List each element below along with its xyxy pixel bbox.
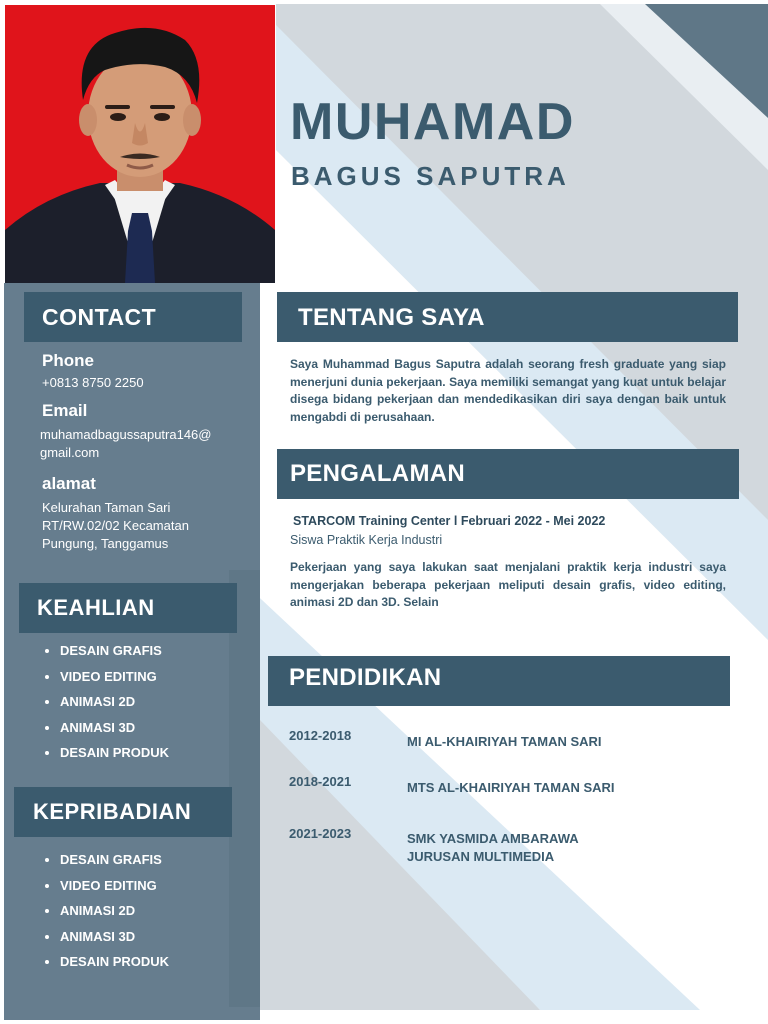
tentang-heading: TENTANG SAYA: [277, 292, 738, 342]
education-years: 2021-2023: [289, 826, 352, 841]
email-value-line1: muhamadbagussaputra146@: [40, 427, 212, 442]
list-item: VIDEO EDITING: [42, 664, 169, 690]
address-line3: Pungung, Tanggamus: [42, 536, 169, 551]
experience-description: Pekerjaan yang saya lakukan saat menjalani praktik kerja industri saya mengerjakan beberapa pekerjaan meliputi desain grafis, video editing, animasi 2D dan 3D. Selain: [290, 560, 726, 609]
email-label: Email: [42, 401, 88, 420]
list-item: DESAIN GRAFIS: [42, 638, 169, 664]
list-item: ANIMASI 2D: [42, 689, 169, 715]
kepribadian-list: [42, 847, 169, 975]
education-years: 2018-2021: [289, 774, 352, 789]
portrait-illustration: [5, 5, 275, 283]
address-line2: RT/RW.02/02 Kecamatan: [42, 518, 189, 533]
profile-photo: [5, 5, 275, 283]
pendidikan-heading: PENDIDIKAN: [268, 656, 730, 706]
list-item: DESAIN PRODUK: [42, 740, 169, 766]
education-school: MTS AL-KHAIRIYAH TAMAN SARI: [407, 780, 615, 795]
list-item: ANIMASI 2D: [42, 898, 169, 924]
phone-label: Phone: [42, 351, 94, 370]
pengalaman-heading: PENGALAMAN: [277, 449, 739, 499]
list-item: VIDEO EDITING: [42, 873, 169, 899]
phone-value: +0813 8750 2250: [42, 375, 144, 390]
kepribadian-heading: KEPRIBADIAN: [14, 787, 232, 837]
list-item: DESAIN GRAFIS: [42, 847, 169, 873]
education-school: MI AL-KHAIRIYAH TAMAN SARI: [407, 734, 602, 749]
experience-role: Siswa Praktik Kerja Industri: [290, 533, 443, 547]
email-value-line2: gmail.com: [40, 445, 100, 460]
experience-title: STARCOM Training Center l Februari 2022 - Mei 2022: [293, 514, 606, 528]
address-label: alamat: [42, 474, 96, 493]
list-item: DESAIN PRODUK: [42, 949, 169, 975]
keahlian-list: [42, 638, 169, 766]
education-school: SMK YASMIDA AMBARAWA: [407, 831, 579, 846]
keahlian-heading: KEAHLIAN: [19, 583, 237, 633]
contact-heading: CONTACT: [24, 292, 242, 342]
list-item: ANIMASI 3D: [42, 715, 169, 741]
last-name: BAGUS SAPUTRA: [291, 161, 570, 191]
list-item: ANIMASI 3D: [42, 924, 169, 950]
about-text: Saya Muhammad Bagus Saputra adalah seorang fresh graduate yang siap menerjuni dunia pekerjaan. Saya memiliki semangat yang kuat untuk belajar disega bidang pekerjaan dan mendedikasikan diri saya dengan baik untuk mengabdi di perusahaan.: [290, 357, 726, 424]
sidebar-shade: [229, 570, 260, 1007]
first-name: MUHAMAD: [290, 93, 575, 151]
education-years: 2012-2018: [289, 728, 352, 743]
education-school-detail: JURUSAN MULTIMEDIA: [407, 849, 555, 864]
address-line1: Kelurahan Taman Sari: [42, 500, 171, 515]
